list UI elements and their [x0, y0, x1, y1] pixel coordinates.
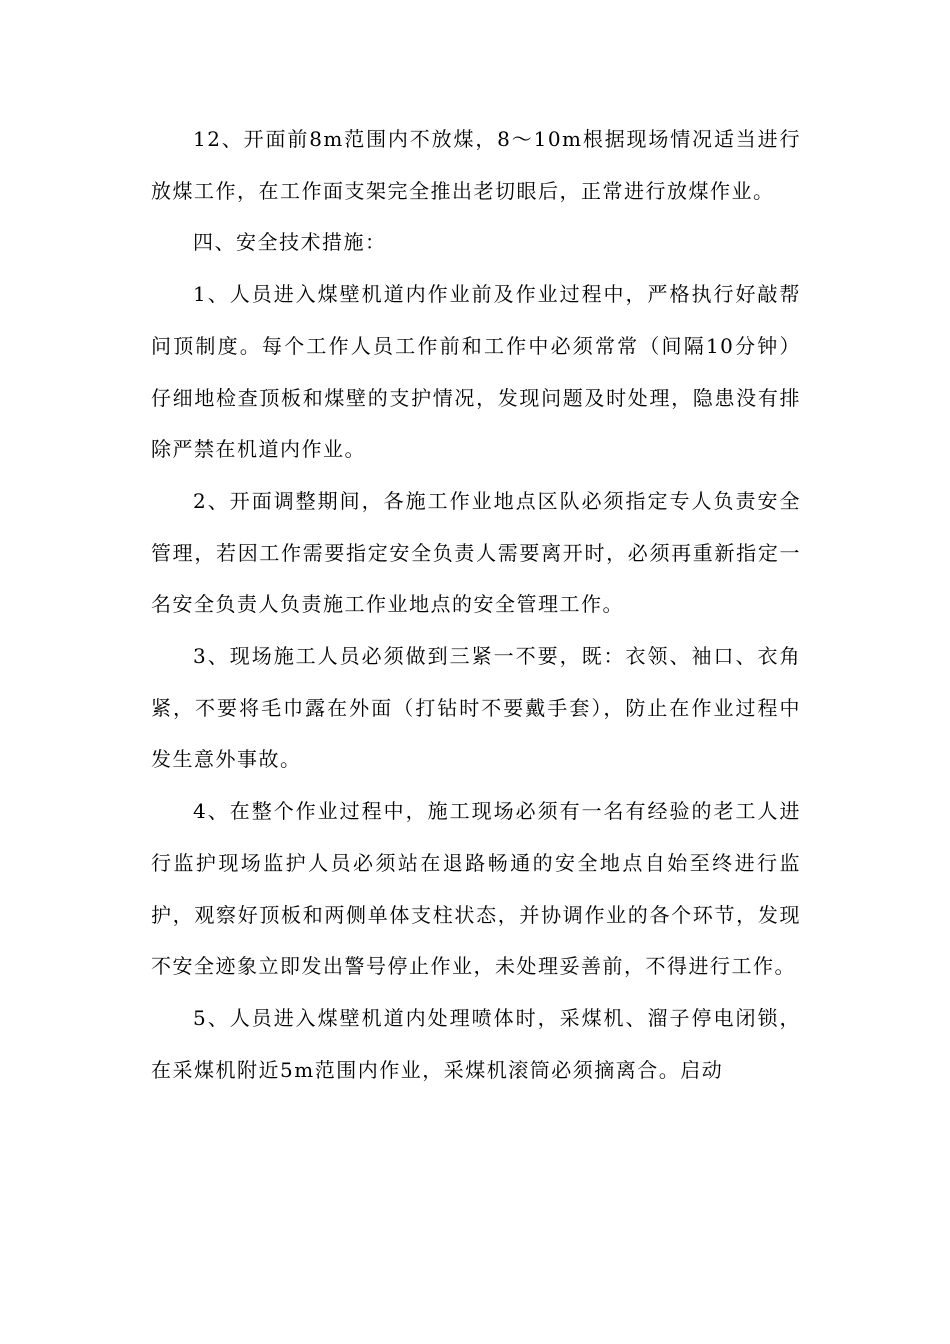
paragraph-measure-5: 5、人员进入煤壁机道内处理喷体时，采煤机、溜子停电闭锁，在采煤机附近5m范围内作业，采煤机滚筒必须摘离合。启动 [151, 1005, 801, 1082]
document-body [151, 114, 801, 1096]
paragraph-measure-1: 1、人员进入煤壁机道内作业前及作业过程中，严格执行好敲帮问顶制度。每个工作人员工作前和工作中必须常常（间隔10分钟）仔细地检查顶板和煤壁的支护情况，发现问题及时处理，隐患没有排除严禁在机道内作业。 [151, 282, 801, 462]
paragraph-measure-2: 2、开面调整期间，各施工作业地点区队必须指定专人负责安全管理，若因工作需要指定安全负责人需要离开时，必须再重新指定一名安全负责人负责施工作业地点的安全管理工作。 [151, 488, 801, 617]
section-heading-safety-measures: 四、安全技术措施： [193, 230, 387, 255]
paragraph-item-12: 12、开面前8m范围内不放煤，8～10m根据现场情况适当进行放煤工作，在工作面支架完全推出老切眼后，正常进行放煤作业。 [151, 127, 801, 203]
paragraph-measure-4: 4、在整个作业过程中，施工现场必须有一名有经验的老工人进行监护现场监护人员必须站在退路畅通的安全地点自始至终进行监护，观察好顶板和两侧单体支柱状态，并协调作业的各个环节，发现不安全迹象立即发出警号停止作业，未处理妥善前，不得进行工作。 [151, 799, 801, 979]
paragraph-measure-3: 3、现场施工人员必须做到三紧一不要，既：衣领、袖口、衣角紧，不要将毛巾露在外面（打钻时不要戴手套），防止在作业过程中发生意外事故。 [151, 644, 801, 772]
